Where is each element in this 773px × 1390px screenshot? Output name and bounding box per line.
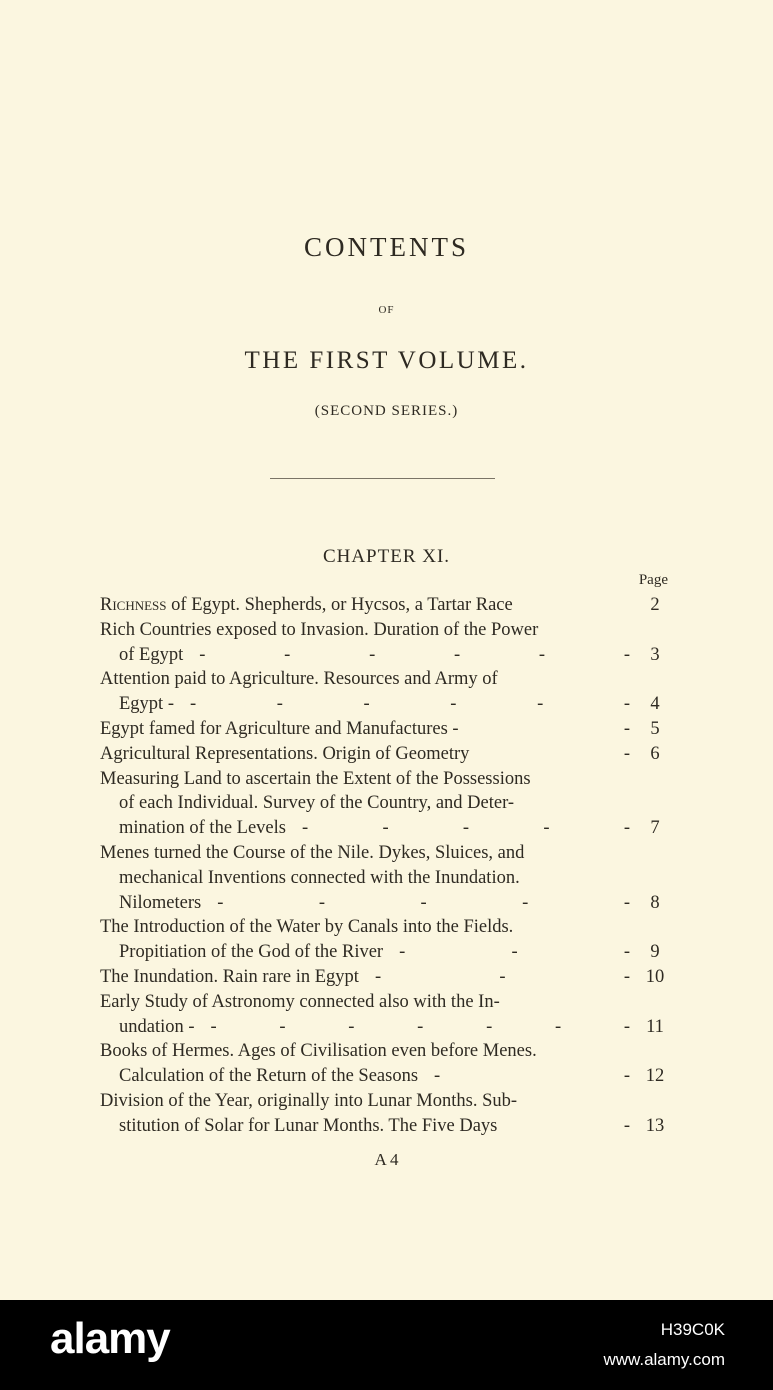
toc-entry <box>100 767 670 841</box>
toc-line-text: Early Study of Astronomy connected also with the In- <box>100 991 500 1012</box>
contents-title: CONTENTS <box>304 232 469 262</box>
toc-line <box>100 1089 670 1114</box>
toc-line-text: mination of the Levels <box>119 818 286 839</box>
toc-line <box>100 940 670 965</box>
dot-leader: - - - - - - <box>189 694 630 715</box>
toc-line <box>100 791 670 816</box>
page-number: 10 <box>645 966 665 987</box>
page-column-label: Page <box>638 572 668 588</box>
toc-entry <box>100 915 670 965</box>
volume-title: THE FIRST VOLUME. <box>244 347 529 374</box>
page-number: 12 <box>645 1066 665 1087</box>
dot-leader: - - - - - <box>301 818 630 839</box>
toc-line-text: The Inundation. Rain rare in Egypt <box>100 966 359 987</box>
dot-leader: - - - <box>399 942 630 963</box>
page-number: 11 <box>646 1016 664 1037</box>
toc-line-text: Measuring Land to ascertain the Extent of the Possessions <box>100 768 531 789</box>
toc-entry <box>100 990 670 1040</box>
toc-line-text: Propitiation of the God of the River <box>119 942 384 963</box>
of-label: OF <box>378 304 395 316</box>
toc-line-text: mechanical Inventions connected with the Inundation. <box>119 867 520 888</box>
page-number: 6 <box>650 743 660 764</box>
toc-line-text: Books of Hermes. Ages of Civilisation even before Menes. <box>100 1041 537 1062</box>
toc-entry <box>100 965 670 990</box>
toc-line-text: The Introduction of the Water by Canals into the Fields. <box>100 917 514 938</box>
toc-line-text: Agricultural Representations. Origin of Geometry <box>100 743 470 764</box>
toc-entry <box>100 841 670 915</box>
toc-entry <box>100 618 670 668</box>
toc-list <box>100 593 670 1139</box>
toc-line <box>100 692 670 717</box>
dot-leader: - - - <box>374 966 630 987</box>
toc-entry <box>100 1089 670 1139</box>
toc-line <box>100 1039 670 1064</box>
page-number: 7 <box>650 818 660 839</box>
toc-line <box>100 915 670 940</box>
toc-line-text: Attention paid to Agriculture. Resources and Army of <box>100 669 498 690</box>
page-number: 4 <box>650 694 660 715</box>
toc-line <box>100 816 670 841</box>
toc-line-text: undation - <box>119 1016 195 1037</box>
series-label: (SECOND SERIES.) <box>314 403 459 419</box>
toc-line-text: Division of the Year, originally into Lunar Months. Sub- <box>100 1090 518 1111</box>
toc-entry <box>100 1039 670 1089</box>
dot-leader: - - - - - - <box>199 644 630 665</box>
toc-line <box>100 742 670 767</box>
toc-line-text: Richness of Egypt. Shepherds, or Hycsos, a Tartar Race <box>100 595 513 615</box>
divider-rule <box>270 478 495 479</box>
dot-leader: - <box>623 1115 630 1136</box>
toc-entry <box>100 667 670 717</box>
toc-line <box>100 990 670 1015</box>
watermark-url: www.alamy.com <box>603 1350 725 1369</box>
toc-line <box>100 841 670 866</box>
toc-line-text: Rich Countries exposed to Invasion. Duration of the Power <box>100 619 539 640</box>
dot-leader: - - <box>434 1066 630 1087</box>
toc-line <box>100 667 670 692</box>
dot-leader: - <box>623 718 630 739</box>
toc-line <box>100 767 670 792</box>
toc-line-text: Calculation of the Return of the Seasons <box>119 1066 419 1087</box>
toc-line-text: of Egypt <box>119 644 184 665</box>
toc-line <box>100 593 670 618</box>
signature-mark: A 4 <box>374 1150 399 1169</box>
toc-line-text: stitution of Solar for Lunar Months. The Five Days <box>119 1115 498 1136</box>
toc-line-text: Nilometers <box>119 892 202 913</box>
toc-line <box>100 965 670 990</box>
toc-line <box>100 1015 670 1040</box>
toc-line <box>100 618 670 643</box>
toc-line <box>100 1114 670 1139</box>
page-number: 9 <box>650 942 660 963</box>
toc-line-text: of each Individual. Survey of the Country, and Deter- <box>119 793 515 814</box>
toc-entry <box>100 717 670 742</box>
page-number: 5 <box>650 718 660 739</box>
toc-line <box>100 866 670 891</box>
watermark-bar <box>0 1300 773 1390</box>
dot-leader: - <box>623 743 630 764</box>
image-id: H39C0K <box>660 1320 725 1339</box>
toc-line-text: Egypt - <box>119 694 174 715</box>
toc-line <box>100 717 670 742</box>
page-number: 2 <box>650 595 660 615</box>
dot-leader: - - - - - - - <box>210 1016 630 1037</box>
chapter-heading: CHAPTER XI. <box>322 546 451 567</box>
page-number: 3 <box>650 644 660 665</box>
toc-line-text: Egypt famed for Agriculture and Manufactures - <box>100 718 459 739</box>
alamy-logo: alamy <box>50 1314 170 1363</box>
toc-line <box>100 1064 670 1089</box>
dot-leader: - - - - - <box>217 892 630 913</box>
toc-entry <box>100 742 670 767</box>
page-number: 13 <box>645 1115 665 1136</box>
page-number: 8 <box>650 892 660 913</box>
toc-line <box>100 891 670 916</box>
toc-entry <box>100 593 670 618</box>
toc-line-text: Menes turned the Course of the Nile. Dykes, Sluices, and <box>100 842 525 863</box>
toc-line <box>100 643 670 668</box>
